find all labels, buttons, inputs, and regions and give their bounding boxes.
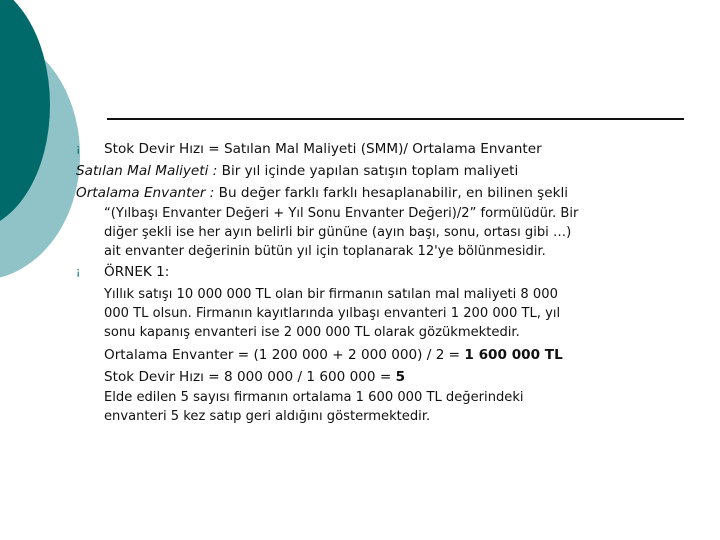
calc-expression: = (1 200 000 + 2 000 000) / 2 = [233,347,465,363]
avg-definition-continued [76,204,696,261]
example-title: ÖRNEK 1: [104,264,170,280]
conclusion-line: Elde edilen 5 sayısı firmanın ortalama 1 600 000 TL değerindeki [104,390,524,405]
calc-result: 1 600 000 TL [464,347,563,363]
slide-body [76,138,696,426]
avg-line: ait envanter değerinin bütün yıl için toplanarak 12'ye bölünmesidir. [104,244,546,259]
avg-definition [76,182,696,204]
smm-definition [76,160,696,182]
calc-turnover-rate [76,366,696,388]
calc-average-inventory [76,344,696,366]
example-line: sonu kapanış envanteri ise 2 000 000 TL olarak gözükmektedir. [104,325,520,340]
example-description [76,285,696,342]
calc-result: 5 [395,369,406,385]
avg-term: Ortalama Envanter : [76,185,215,201]
calc-label: Ortalama Envanter [104,347,234,363]
example-line: Yıllık satışı 10 000 000 TL olan bir firmanın satılan mal maliyeti 8 000 [104,287,558,302]
example-conclusion [76,388,696,426]
formula-line [76,138,696,160]
bullet-icon: ¡ [76,142,81,155]
avg-line: “(Yılbaşı Envanter Değeri + Yıl Sonu Envanter Değeri)/2” formülüdür. Bir [104,206,579,221]
formula-text: Stok Devir Hızı = Satılan Mal Maliyeti (SMM)/ Ortalama Envanter [104,141,542,157]
example-line: 000 TL olsun. Firmanın kayıtlarında yılbaşı envanteri 1 200 000 TL, yıl [104,306,561,321]
title-divider [107,118,684,120]
avg-line: diğer şekli ise her ayın belirli bir gününe (ayın başı, sonu, ortası gibi …) [104,225,572,240]
calc-expression: = 8 000 000 / 1 600 000 = [203,369,396,385]
example-heading [76,261,696,283]
smm-text: Bir yıl içinde yapılan satışın toplam maliyeti [217,163,519,179]
smm-term: Satılan Mal Maliyeti : [76,163,218,179]
bullet-icon: ¡ [76,265,81,278]
avg-text: Bu değer farklı farklı hesaplanabilir, en bilinen şekli [214,185,569,201]
calc-label: Stok Devir Hızı [104,369,204,385]
conclusion-line: envanteri 5 kez satıp geri aldığını göstermektedir. [104,409,431,424]
